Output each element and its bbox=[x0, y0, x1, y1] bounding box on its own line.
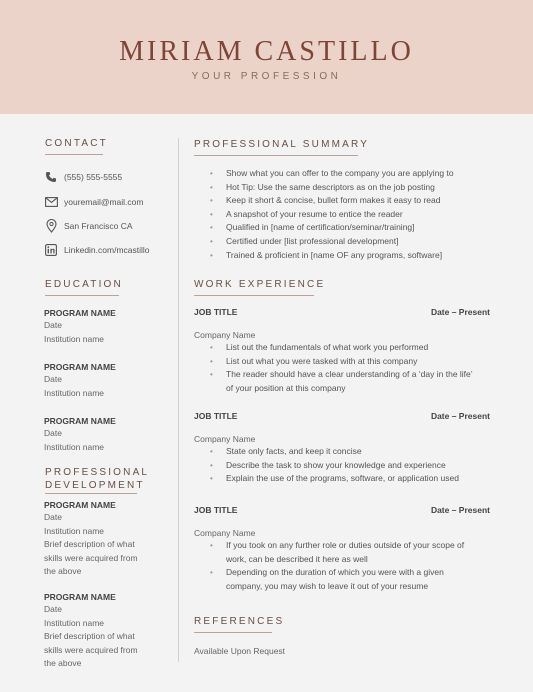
candidate-name: MIRIAM CASTILLO bbox=[119, 36, 414, 67]
program-date: Date bbox=[44, 604, 62, 614]
header-banner bbox=[0, 0, 533, 114]
institution-name: Institution name bbox=[44, 617, 105, 628]
program-date: Date bbox=[44, 374, 62, 384]
job-header bbox=[194, 505, 490, 517]
bullet-icon: • bbox=[210, 169, 213, 178]
job-header bbox=[194, 411, 490, 423]
prof-dev-heading-line1: PROFESSIONAL bbox=[45, 467, 150, 478]
bullet-icon: • bbox=[210, 223, 213, 233]
job-bullet: • List out the fundamentals of what work you performed bbox=[210, 341, 510, 355]
institution-name: Institution name bbox=[44, 441, 105, 452]
summary-rule bbox=[194, 155, 358, 156]
bullet-icon: • bbox=[210, 541, 213, 550]
company-name: Company Name bbox=[194, 330, 256, 340]
program-date: Date bbox=[44, 512, 62, 522]
description-line: the above bbox=[44, 566, 82, 576]
references-text: Available Upon Request bbox=[194, 646, 286, 656]
job-bullet: • The reader should have a clear understanding of a ‘day in the life’ bbox=[210, 368, 510, 382]
bullet-icon: • bbox=[210, 182, 213, 192]
job-title: JOB TITLE bbox=[194, 411, 238, 421]
job-bullet: • If you took on any further role or duties outside of your scope of bbox=[210, 539, 510, 553]
summary-bullet: • Hot Tip: Use the same descriptors as on the job posting bbox=[210, 181, 510, 195]
institution-name: Institution name bbox=[44, 525, 105, 536]
prof-dev-item bbox=[44, 499, 164, 579]
program-date: Date bbox=[44, 428, 62, 438]
education-item bbox=[44, 415, 164, 454]
job-bullet: • Describe the task to show your knowledge and experience bbox=[210, 459, 510, 473]
bullet-icon: • bbox=[210, 460, 213, 470]
references-heading: REFERENCES bbox=[194, 616, 285, 627]
contact-location bbox=[44, 218, 133, 234]
job-bullet: • Depending on the duration of which you were with a given bbox=[210, 566, 510, 580]
job-title: JOB TITLE bbox=[194, 505, 238, 515]
program-date: Date bbox=[44, 320, 62, 330]
email-icon bbox=[44, 195, 58, 209]
program-name: PROGRAM NAME bbox=[44, 416, 116, 426]
bullet-icon: • bbox=[210, 370, 213, 380]
summary-bullet: • A snapshot of your resume to entice the reader bbox=[210, 208, 510, 222]
summary-bullet: • Certified under [list professional development] bbox=[210, 235, 510, 249]
location-pin-icon bbox=[44, 219, 58, 233]
contact-rule bbox=[45, 154, 103, 155]
summary-bullet: • Show what you can offer to the company you are applying to bbox=[210, 167, 510, 181]
job-bullet-continued: of your position at this company bbox=[226, 382, 346, 393]
bullet-icon: • bbox=[210, 196, 213, 206]
location-text: San Francisco CA bbox=[64, 221, 133, 231]
job-bullets bbox=[210, 445, 510, 486]
bullet-icon: • bbox=[210, 356, 213, 366]
job-title: JOB TITLE bbox=[194, 307, 238, 317]
contact-linkedin bbox=[44, 242, 150, 258]
bullet-icon: • bbox=[210, 568, 213, 578]
references-rule bbox=[194, 632, 272, 633]
company-name: Company Name bbox=[194, 528, 256, 538]
job-date: Date – Present bbox=[430, 505, 490, 515]
program-name: PROGRAM NAME bbox=[44, 592, 116, 602]
contact-heading: CONTACT bbox=[45, 138, 108, 149]
linkedin-icon bbox=[44, 243, 58, 257]
phone-icon bbox=[44, 170, 58, 184]
linkedin-url: Linkedin.com/mcastillo bbox=[64, 245, 150, 255]
prof-dev-item bbox=[44, 591, 164, 671]
job-bullet: • State only facts, and keep it concise bbox=[210, 445, 510, 459]
program-name: PROGRAM NAME bbox=[44, 308, 116, 318]
company-name: Company Name bbox=[194, 434, 256, 444]
education-item bbox=[44, 307, 164, 346]
job-bullet-continued: work, can be described it here as well bbox=[226, 553, 368, 564]
profession-title: YOUR PROFESSION bbox=[191, 71, 342, 82]
institution-name: Institution name bbox=[44, 387, 105, 398]
bullet-icon: • bbox=[210, 209, 213, 219]
bullet-icon: • bbox=[210, 447, 213, 456]
bullet-icon: • bbox=[210, 250, 213, 260]
program-name: PROGRAM NAME bbox=[44, 362, 116, 372]
job-bullets bbox=[210, 539, 510, 593]
education-rule bbox=[45, 295, 119, 296]
program-name: PROGRAM NAME bbox=[44, 500, 116, 510]
bullet-icon: • bbox=[210, 343, 213, 352]
education-heading: EDUCATION bbox=[45, 279, 123, 290]
summary-bullet: • Keep it short & concise, bullet form makes it easy to read bbox=[210, 194, 510, 208]
description-line: the above bbox=[44, 658, 82, 668]
summary-bullet: • Trained & proficient in [name OF any programs, software] bbox=[210, 249, 510, 263]
description-line: skills were acquired from bbox=[44, 552, 138, 563]
summary-bullet: • Qualified in [name of certification/seminar/training] bbox=[210, 221, 510, 235]
contact-phone bbox=[44, 169, 122, 185]
job-bullet: • Explain the use of the programs, software, or application used bbox=[210, 472, 510, 486]
job-date: Date – Present bbox=[430, 411, 490, 421]
job-header bbox=[194, 307, 490, 319]
job-bullets bbox=[210, 341, 510, 395]
summary-bullets bbox=[210, 167, 510, 262]
column-divider bbox=[178, 138, 179, 662]
prof-dev-rule bbox=[45, 493, 137, 494]
description-line: Brief description of what bbox=[44, 539, 135, 549]
prof-dev-heading-line2: DEVELOPMENT bbox=[45, 480, 145, 491]
education-item bbox=[44, 361, 164, 400]
work-heading: WORK EXPERIENCE bbox=[194, 279, 326, 290]
job-bullet: • List out what you were tasked with at this company bbox=[210, 355, 510, 369]
bullet-icon: • bbox=[210, 236, 213, 246]
institution-name: Institution name bbox=[44, 333, 105, 344]
bullet-icon: • bbox=[210, 474, 213, 484]
job-bullet-continued: company, you may wish to leave it out of your resume bbox=[226, 580, 429, 591]
summary-heading: PROFESSIONAL SUMMARY bbox=[194, 139, 370, 150]
phone-number: (555) 555-5555 bbox=[64, 172, 123, 182]
work-rule bbox=[194, 295, 314, 296]
description-line: Brief description of what bbox=[44, 631, 135, 641]
email-address: youremail@mail.com bbox=[64, 197, 144, 207]
contact-email bbox=[44, 194, 143, 210]
description-line: skills were acquired from bbox=[44, 644, 138, 655]
job-date: Date – Present bbox=[430, 307, 490, 317]
